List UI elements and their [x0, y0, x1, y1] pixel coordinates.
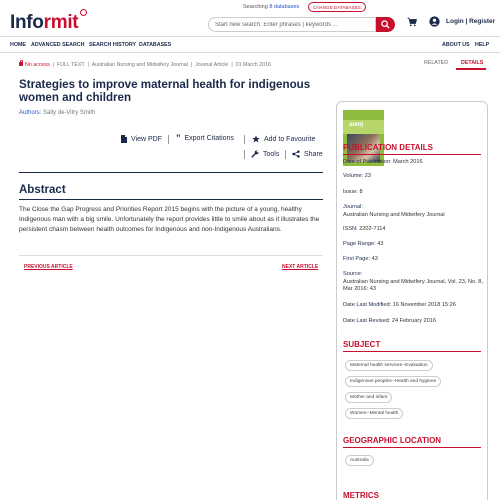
add-favourite-button[interactable]: Add to Favourite — [252, 135, 315, 143]
detail-issue: Issue: 8 — [343, 189, 363, 195]
journal-link[interactable]: Australian Nursing and Midwifery Journal — [343, 211, 445, 218]
detail-page-range: Page Range: 43 — [343, 241, 384, 247]
publication-details-heading: PUBLICATION DETAILS — [343, 143, 433, 152]
searching-label: Searching — [243, 4, 268, 10]
nav-advanced-search[interactable]: ADVANCED SEARCH — [31, 42, 85, 48]
share-icon — [292, 150, 300, 158]
login-register-link[interactable]: Login | Register — [446, 18, 496, 25]
subject-tag[interactable]: Mother and infant — [345, 392, 392, 403]
subject-tag[interactable]: Women--Mental health — [345, 408, 403, 419]
full-text-label: FULL TEXT — [57, 62, 85, 68]
article-meta: No access | FULL TEXT | Australian Nursing and Midwifery Journal | Journal Article | 01 March 2016 — [19, 61, 319, 69]
search-input[interactable] — [208, 17, 376, 32]
share-button[interactable]: Share — [292, 150, 323, 158]
authors — [19, 110, 95, 116]
detail-journal: Journal: Australian Nursing and Midwifery Journal — [343, 204, 445, 218]
publication-date: 01 March 2016 — [235, 62, 271, 68]
user-account-icon[interactable] — [429, 16, 440, 27]
searching-status — [243, 4, 299, 10]
divider — [244, 135, 245, 144]
article-type: Journal Article — [195, 62, 229, 68]
quote-icon: ” — [176, 133, 181, 143]
divider — [168, 135, 169, 144]
abstract-text: The Close the Gap Progress and Priorities Report 2015 begins with the picture of a young, healthy Indigenous man with a big smile. Unfortunately the report provides little to smile about as it illustrates the persistent chasm between health outcomes for Indigenous and non-Indigenous Australians. — [19, 206, 320, 233]
nav-databases[interactable]: DATABASES — [139, 42, 172, 48]
location-tag[interactable]: Australia — [345, 455, 374, 466]
export-citations-button[interactable]: ” Export Citations — [176, 133, 234, 143]
divider — [244, 150, 245, 159]
journal-name[interactable]: Australian Nursing and Midwifery Journal — [91, 62, 188, 68]
active-tab-indicator — [456, 68, 486, 70]
author-name[interactable]: Sally de-Vitry Smith — [43, 110, 96, 116]
detail-date: Date of Publication: March 2016 — [343, 159, 423, 165]
divider — [343, 154, 481, 155]
cover-masthead: anmj — [349, 122, 364, 128]
detail-first-page: First Page: 43 — [343, 256, 378, 262]
geographic-location-heading: GEOGRAPHIC LOCATION — [343, 436, 442, 445]
divider — [343, 351, 481, 352]
cart-icon[interactable] — [407, 17, 417, 27]
authors-label: Authors: — [19, 110, 42, 116]
tools-button[interactable]: Tools — [251, 150, 279, 158]
database-count: 8 databases — [269, 4, 300, 10]
next-article-link[interactable]: NEXT ARTICLE — [282, 264, 319, 270]
change-databases-button[interactable]: CHANGE DATABASES — [308, 2, 366, 12]
journal-cover-image[interactable] — [343, 110, 384, 166]
wrench-icon — [251, 150, 259, 158]
informit-logo[interactable]: Informit — [10, 12, 78, 34]
subject-heading: SUBJECT — [343, 340, 381, 349]
nav-about-us[interactable]: ABOUT US — [442, 42, 470, 48]
previous-article-link[interactable]: PREVIOUS ARTICLE — [24, 264, 73, 270]
subject-tag[interactable]: Indigenous peoples--Health and hygiene — [345, 376, 441, 387]
tab-details[interactable]: DETAILS — [461, 60, 484, 66]
subject-tag[interactable]: Maternal health services--Evaluation — [345, 360, 433, 371]
divider — [19, 172, 323, 173]
metrics-heading: METRICS — [343, 491, 379, 500]
search-icon — [381, 20, 390, 29]
star-icon — [252, 135, 260, 143]
main-navigation — [0, 36, 500, 53]
nav-help[interactable]: HELP — [475, 42, 490, 48]
tab-related[interactable]: RELATED — [424, 60, 449, 66]
divider — [19, 255, 323, 256]
divider — [285, 150, 286, 159]
access-status: No access — [19, 62, 50, 68]
lock-icon — [19, 62, 23, 66]
logo-ring-icon — [80, 9, 87, 16]
detail-issn: ISSN: 2202-7114 — [343, 226, 386, 232]
view-pdf-button[interactable]: View PDF — [121, 135, 162, 143]
article-title: Strategies to improve maternal health for indigenous women and children — [19, 78, 311, 104]
divider — [19, 199, 323, 200]
detail-source: Source: Australian Nursing and Midwifery Journal, Vol. 23, No. 8, Mar 2016: 43 — [343, 271, 483, 293]
detail-last-modified: Date Last Modified: 16 November 2018 15:26 — [343, 302, 456, 308]
detail-volume: Volume: 23 — [343, 173, 372, 179]
nav-search-history[interactable]: SEARCH HISTORY — [89, 42, 137, 48]
divider — [343, 447, 481, 448]
abstract-heading: Abstract — [19, 184, 66, 196]
detail-last-revised: Date Last Revised: 24 February 2016 — [343, 318, 436, 324]
search-button[interactable] — [376, 17, 395, 32]
document-icon — [121, 135, 127, 143]
nav-home[interactable]: HOME — [10, 42, 26, 48]
